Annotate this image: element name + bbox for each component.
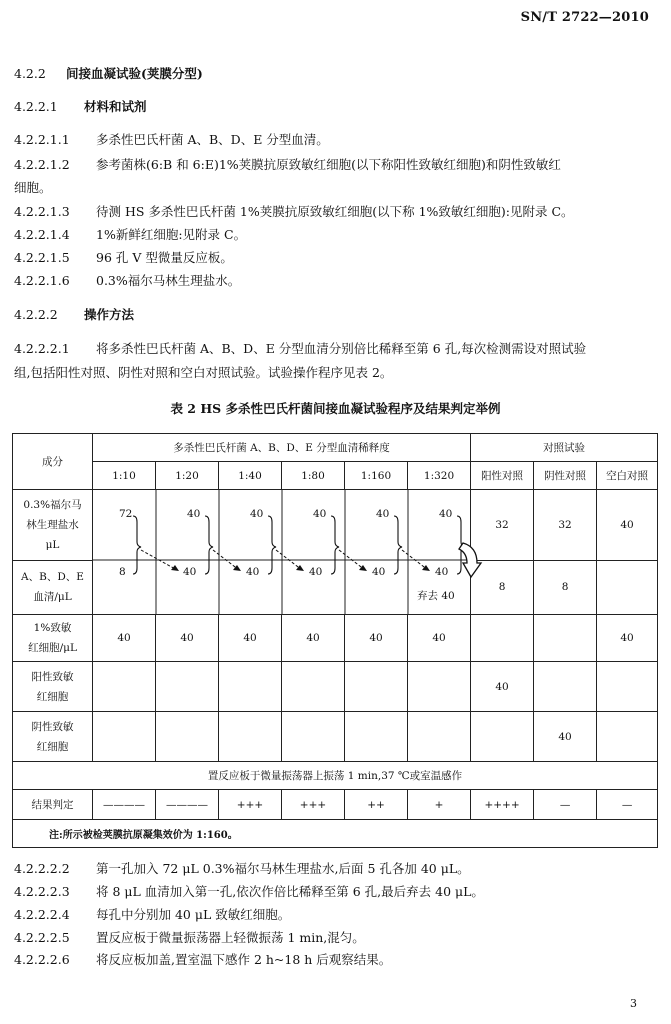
item-number: 4.2.2.1.2 [14, 157, 70, 172]
item-number: 4.2.2.1.1 [14, 132, 70, 147]
material-item [14, 225, 246, 243]
dilution-1-80: 1:80 [282, 462, 345, 490]
cell-value: 8 [471, 560, 534, 614]
item-number: 4.2.2.1.5 [14, 250, 70, 265]
blank-control-header: 空白对照 [597, 462, 658, 490]
cell-value [534, 615, 597, 662]
step-item [14, 882, 484, 900]
item-text: 置反应板于微量振荡器上轻微振荡 1 min,混匀。 [96, 930, 365, 945]
result-value: + [408, 790, 471, 820]
cell-value [219, 712, 282, 762]
result-label: 结果判定 [13, 790, 93, 820]
item-number: 4.2.2.2.1 [14, 341, 70, 356]
item-number: 4.2.2.1.3 [14, 204, 70, 219]
section-4-2-2-2 [14, 305, 134, 323]
item-text: 将 8 μL 血清加入第一孔,依次作倍比稀释至第 6 孔,最后弃去 40 μL。 [96, 884, 484, 899]
cell-value [534, 662, 597, 712]
cell-value [471, 712, 534, 762]
method-intro [14, 339, 586, 357]
cell-value: 40 [376, 508, 390, 520]
cell-value: 40 [471, 662, 534, 712]
section-title: 操作方法 [84, 307, 135, 322]
cell-value: 40 [372, 566, 386, 578]
cell-value: 40 [309, 566, 323, 578]
result-value: ++ [345, 790, 408, 820]
cell-value: 40 [597, 615, 658, 662]
cell-value: 40 [597, 490, 658, 561]
cell-value [345, 712, 408, 762]
cell-value [93, 712, 156, 762]
row-label-positive-rbc: 阳性致敏 红细胞 [13, 662, 93, 712]
item-text: 待测 HS 多杀性巴氏杆菌 1%荚膜抗原致敏红细胞(以下称 1%致敏红细胞):见附录 C。 [96, 204, 574, 219]
cell-value: 40 [534, 712, 597, 762]
cell-value [282, 662, 345, 712]
item-number: 4.2.2.2.3 [14, 884, 70, 899]
positive-control-header: 阳性对照 [471, 462, 534, 490]
result-value: — [534, 790, 597, 820]
cell-value: 40 [345, 615, 408, 662]
material-item [14, 202, 574, 220]
section-number: 4.2.2.1 [14, 99, 58, 114]
cell-value [93, 662, 156, 712]
item-text: 将反应板加盖,置室温下感作 2 h~18 h 后观察结果。 [96, 952, 392, 967]
item-text: 0.3%福尔马林生理盐水。 [96, 273, 241, 288]
page-number: 3 [630, 997, 637, 1010]
cell-value: 40 [93, 615, 156, 662]
cell-value [471, 615, 534, 662]
cell-value: 40 [435, 566, 449, 578]
dilution-1-160: 1:160 [345, 462, 408, 490]
result-value: ++++ [471, 790, 534, 820]
cell-value: 40 [156, 615, 219, 662]
dilution-1-20: 1:20 [156, 462, 219, 490]
cell-value [156, 662, 219, 712]
dilution-1-40: 1:40 [219, 462, 282, 490]
section-number: 4.2.2 [14, 66, 46, 81]
cell-value [282, 712, 345, 762]
cell-value: 72 [119, 508, 133, 520]
item-number: 4.2.2.2.2 [14, 861, 70, 876]
cell-value: 40 [313, 508, 327, 520]
cell-value: 32 [534, 490, 597, 561]
incubation-instruction: 置反应板于微量振荡器上振荡 1 min,37 ℃或室温感作 [13, 762, 658, 790]
cell-value: 40 [408, 615, 471, 662]
item-number: 4.2.2.2.5 [14, 930, 70, 945]
cell-value: 8 [119, 566, 126, 578]
item-number: 4.2.2.1.4 [14, 227, 70, 242]
section-number: 4.2.2.2 [14, 307, 58, 322]
negative-control-header: 阴性对照 [534, 462, 597, 490]
result-value: ———— [156, 790, 219, 820]
cell-value: 32 [471, 490, 534, 561]
material-item [14, 271, 240, 289]
cell-value [156, 712, 219, 762]
cell-value [597, 560, 658, 614]
cell-value: 8 [534, 560, 597, 614]
dilution-arrows [93, 490, 471, 614]
standard-number: SN/T 2722—2010 [520, 10, 649, 25]
section-4-2-2-1 [14, 97, 147, 115]
material-item [14, 248, 233, 266]
control-header: 对照试验 [471, 434, 658, 462]
procedure-table [12, 433, 658, 848]
row-label-formalin-saline: 0.3%福尔马 林生理盐水 μL [13, 490, 93, 561]
step-item [14, 928, 365, 946]
component-header: 成分 [13, 434, 93, 490]
row-label-negative-rbc: 阴性致敏 红细胞 [13, 712, 93, 762]
cell-value [219, 662, 282, 712]
step-item [14, 859, 470, 877]
cell-value [345, 662, 408, 712]
item-text: 将多杀性巴氏杆菌 A、B、D、E 分型血清分别倍比稀释至第 6 孔,每次检测需设对照试验 [96, 341, 587, 356]
result-value: — [597, 790, 658, 820]
item-text: 96 孔 V 型微量反应板。 [96, 250, 233, 265]
row-label-serum: A、B、D、E 血清/μL [13, 560, 93, 614]
cell-value: 40 [282, 615, 345, 662]
cell-value [408, 662, 471, 712]
cell-value [597, 712, 658, 762]
row-label-sensitized-rbc: 1%致敏 红细胞/μL [13, 615, 93, 662]
discard-arrow-icon [457, 541, 487, 591]
section-title: 间接血凝试验(荚膜分型) [66, 66, 203, 81]
cell-value [597, 662, 658, 712]
dilution-transfer-diagram [93, 490, 471, 615]
discard-note: 弃去 40 [417, 590, 455, 602]
cell-value [408, 712, 471, 762]
item-number: 4.2.2.2.4 [14, 907, 70, 922]
item-number: 4.2.2.2.6 [14, 952, 70, 967]
item-text: 第一孔加入 72 μL 0.3%福尔马林生理盐水,后面 5 孔各加 40 μL。 [96, 861, 470, 876]
result-value: ———— [93, 790, 156, 820]
cell-value: 40 [187, 508, 201, 520]
result-value: +++ [219, 790, 282, 820]
dilution-1-10: 1:10 [93, 462, 156, 490]
cell-value: 40 [246, 566, 260, 578]
dilution-header: 多杀性巴氏杆菌 A、B、D、E 分型血清稀释度 [93, 434, 471, 462]
cell-value: 40 [439, 508, 453, 520]
material-item [14, 155, 561, 173]
table-caption: 表 2 HS 多杀性巴氏杆菌间接血凝试验程序及结果判定举例 [170, 401, 501, 416]
section-title: 材料和试剂 [84, 99, 147, 114]
item-text: 多杀性巴氏杆菌 A、B、D、E 分型血清。 [96, 132, 329, 147]
cell-value: 40 [219, 615, 282, 662]
section-4-2-2 [14, 64, 203, 82]
item-text: 1%新鲜红细胞:见附录 C。 [96, 227, 247, 242]
material-item-continued: 细胞。 [14, 180, 52, 195]
step-item [14, 905, 290, 923]
method-intro-continued: 组,包括阳性对照、阴性对照和空白对照试验。试验操作程序见表 2。 [14, 365, 393, 380]
item-number: 4.2.2.1.6 [14, 273, 70, 288]
item-text: 每孔中分别加 40 μL 致敏红细胞。 [96, 907, 291, 922]
dilution-1-320: 1:320 [408, 462, 471, 490]
result-value: +++ [282, 790, 345, 820]
step-item [14, 950, 391, 968]
cell-value: 40 [250, 508, 264, 520]
cell-value: 40 [183, 566, 197, 578]
material-item [14, 130, 329, 148]
table-note: 注:所示被检荚膜抗原凝集效价为 1:160。 [13, 820, 658, 848]
item-text: 参考菌株(6:B 和 6:E)1%荚膜抗原致敏红细胞(以下称阳性致敏红细胞)和阴性致敏红 [96, 157, 561, 172]
